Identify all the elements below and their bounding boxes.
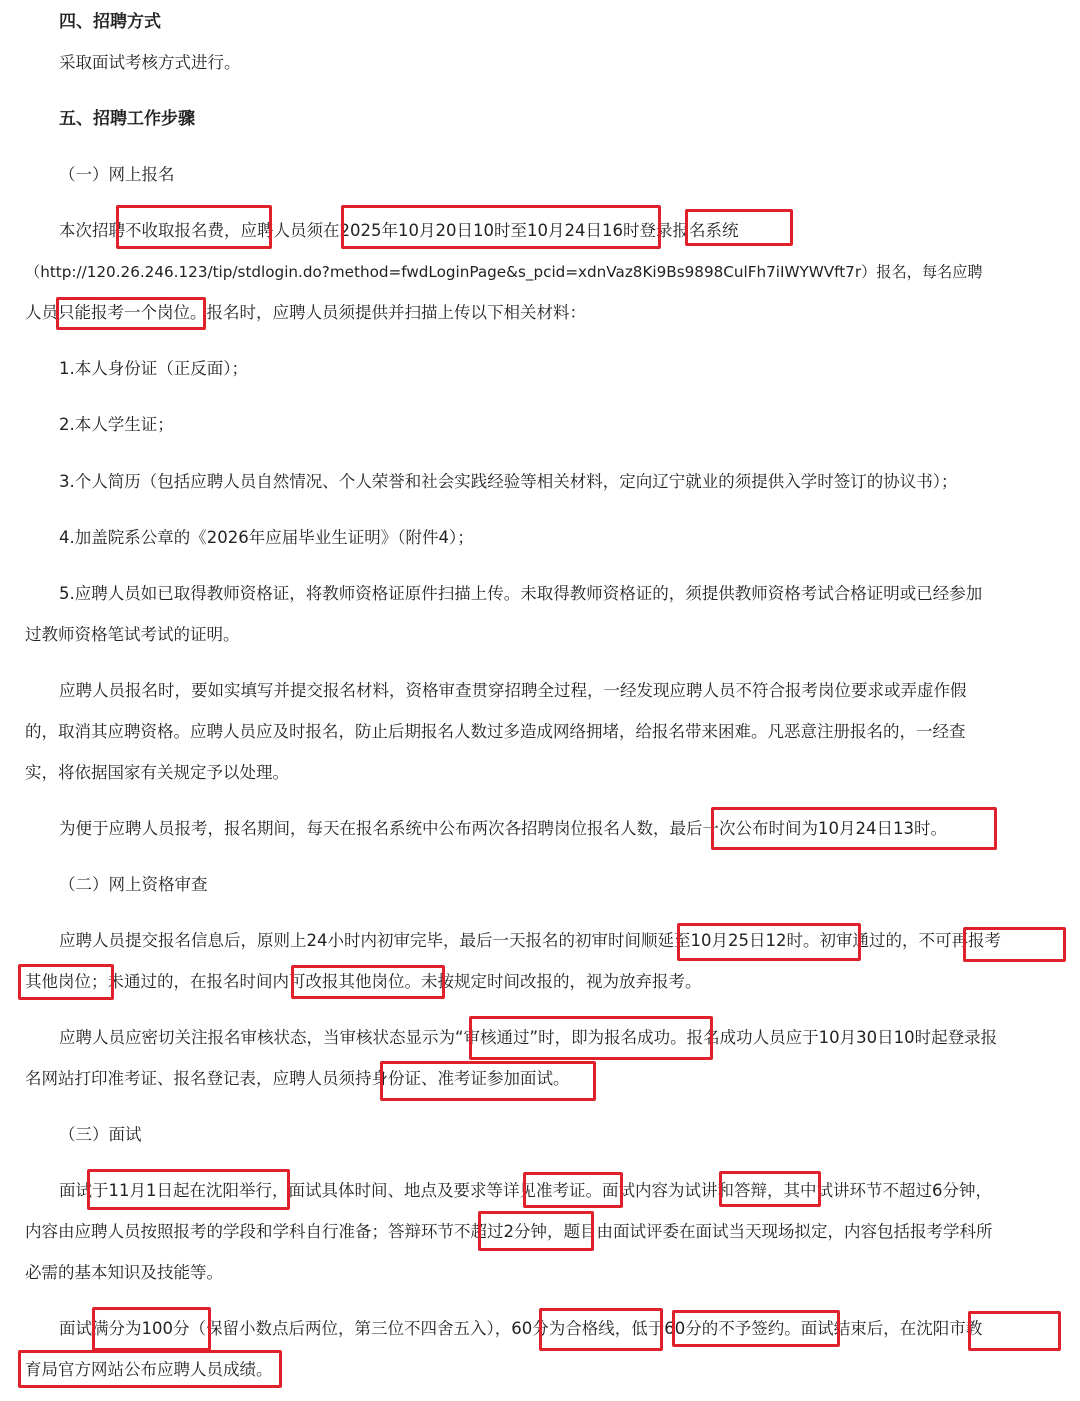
section-4-text: 采取面试考核方式进行。 bbox=[59, 53, 241, 72]
registration-url-line: （http://120.26.246.123/tip/stdlogin.do?method=fwdLoginPage&s_pcid=xdnVaz8Ki9Bs9898CulFh7iIWYWVft7r）报名，每名应聘 bbox=[25, 263, 983, 281]
review-paragraph-line: 其他岗位；未通过的，在报名时间内可改报其他岗位。未按规定时间改报的，视为放弃报考。 bbox=[25, 972, 702, 991]
interview-paragraph-line: 必需的基本知识及技能等。 bbox=[25, 1263, 223, 1282]
review-paragraph-line: 应聘人员应密切关注报名审核状态，当审核状态显示为“审核通过”时，即为报名成功。报名成功人员应于10月30日10时起登录报 bbox=[59, 1028, 998, 1047]
material-item: 1.本人身份证（正反面）； bbox=[59, 359, 248, 378]
notice-paragraph-line: 实，将依据国家有关规定予以处理。 bbox=[25, 763, 289, 782]
section-4-title: 四、招聘方式 bbox=[59, 12, 161, 32]
subsection-interview-title: （三）面试 bbox=[59, 1125, 142, 1144]
interview-paragraph-line: 面试于11月1日起在沈阳举行，面试具体时间、地点及要求等详见准考证。面试内容为试讲和答辩，其中试讲环节不超过6分钟， bbox=[59, 1181, 992, 1200]
notice-paragraph-line: 应聘人员报名时，要如实填写并提交报名材料，资格审查贯穿招聘全过程，一经发现应聘人员不符合报考岗位要求或弄虚作假 bbox=[59, 681, 967, 700]
publish-count-paragraph: 为便于应聘人员报考，报名期间，每天在报名系统中公布两次各招聘岗位报名人数，最后一次公布时间为10月24日13时。 bbox=[59, 819, 947, 838]
registration-paragraph-line: 本次招聘不收取报名费，应聘人员须在2025年10月20日10时至10月24日16时登录报名系统 bbox=[59, 221, 739, 240]
notice-paragraph-line: 的，取消其应聘资格。应聘人员应及时报名，防止后期报名人数过多造成网络拥堵，给报名带来困难。凡恶意注册报名的，一经查 bbox=[25, 722, 966, 741]
material-item: 3.个人简历（包括应聘人员自然情况、个人荣誉和社会实践经验等相关材料，定向辽宁就业的须提供入学时签订的协议书）； bbox=[59, 472, 958, 491]
section-5-title: 五、招聘工作步骤 bbox=[59, 109, 195, 129]
material-item-continued: 过教师资格笔试考试的证明。 bbox=[25, 625, 240, 644]
interview-paragraph-line: 内容由应聘人员按照报考的学段和学科自行准备；答辩环节不超过2分钟，题目由面试评委在面试当天现场拟定，内容包括报考学科所 bbox=[25, 1222, 993, 1241]
review-paragraph-line: 名网站打印准考证、报名登记表，应聘人员须持身份证、准考证参加面试。 bbox=[25, 1069, 570, 1088]
subsection-qualification-review-title: （二）网上资格审查 bbox=[59, 875, 208, 894]
material-item: 4.加盖院系公章的《2026年应届毕业生证明》（附件4）； bbox=[59, 528, 474, 547]
material-item: 2.本人学生证； bbox=[59, 415, 174, 434]
registration-paragraph-line: 人员只能报考一个岗位。报名时，应聘人员须提供并扫描上传以下相关材料： bbox=[25, 303, 586, 322]
material-item: 5.应聘人员如已取得教师资格证，将教师资格证原件扫描上传。未取得教师资格证的，须提供教师资格考试合格证明或已经参加 bbox=[59, 584, 983, 603]
interview-paragraph-line: 面试满分为100分（保留小数点后两位，第三位不四舍五入），60分为合格线，低于60分的不予签约。面试结束后，在沈阳市教 bbox=[59, 1319, 983, 1338]
interview-paragraph-line: 育局官方网站公布应聘人员成绩。 bbox=[25, 1360, 273, 1379]
review-paragraph-line: 应聘人员提交报名信息后，原则上24小时内初审完毕，最后一天报名的初审时间顺延至10月25日12时。初审通过的，不可再报考 bbox=[59, 931, 1001, 950]
subsection-online-registration-title: （一）网上报名 bbox=[59, 165, 175, 184]
